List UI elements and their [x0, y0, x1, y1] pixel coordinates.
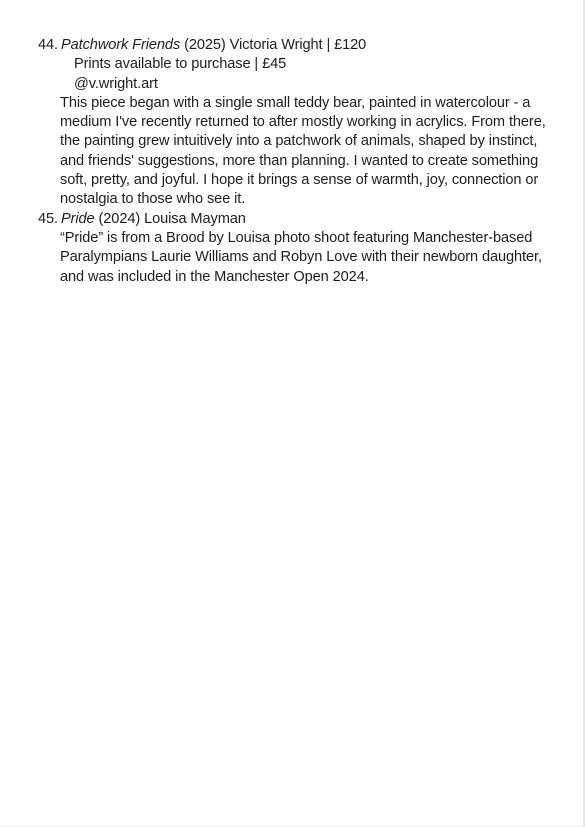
entry-number: 45.: [38, 210, 58, 227]
artwork-description: This piece began with a single small teddy bear, painted in watercolour - a medium I've recently returned to after mostly working in acrylics. From there, the painting grew intuitively into a patchwork of animals, shaped by instinct, and friends' suggestions, more than planning. I wanted to create something soft, pretty, and joyful. I hope it brings a sense of warmth, joy, connection or nostalgia to those who see it.: [60, 94, 546, 208]
catalogue-list: [38, 36, 548, 287]
catalogue-entry-45: [38, 210, 548, 287]
entry-number: 44.: [38, 37, 58, 53]
artwork-title: Pride: [61, 210, 95, 227]
artist-handle: @v.wright.art: [74, 75, 158, 92]
artwork-title: Patchwork Friends: [61, 37, 181, 53]
artwork-description: “Pride” is from a Brood by Louisa photo shoot featuring Manchester-based Paralympians Laurie Williams and Robyn Love with their newborn daughter, and was included in the Manchester Open 2024.: [60, 229, 542, 285]
catalogue-entry-44: [38, 36, 548, 210]
artwork-details: (2025) Victoria Wright | £120: [180, 37, 367, 53]
artwork-details: (2024) Louisa Mayman: [94, 210, 246, 227]
entry-heading: [38, 210, 548, 229]
entry-heading: [38, 36, 548, 55]
prints-availability: Prints available to purchase | £45: [74, 56, 287, 73]
